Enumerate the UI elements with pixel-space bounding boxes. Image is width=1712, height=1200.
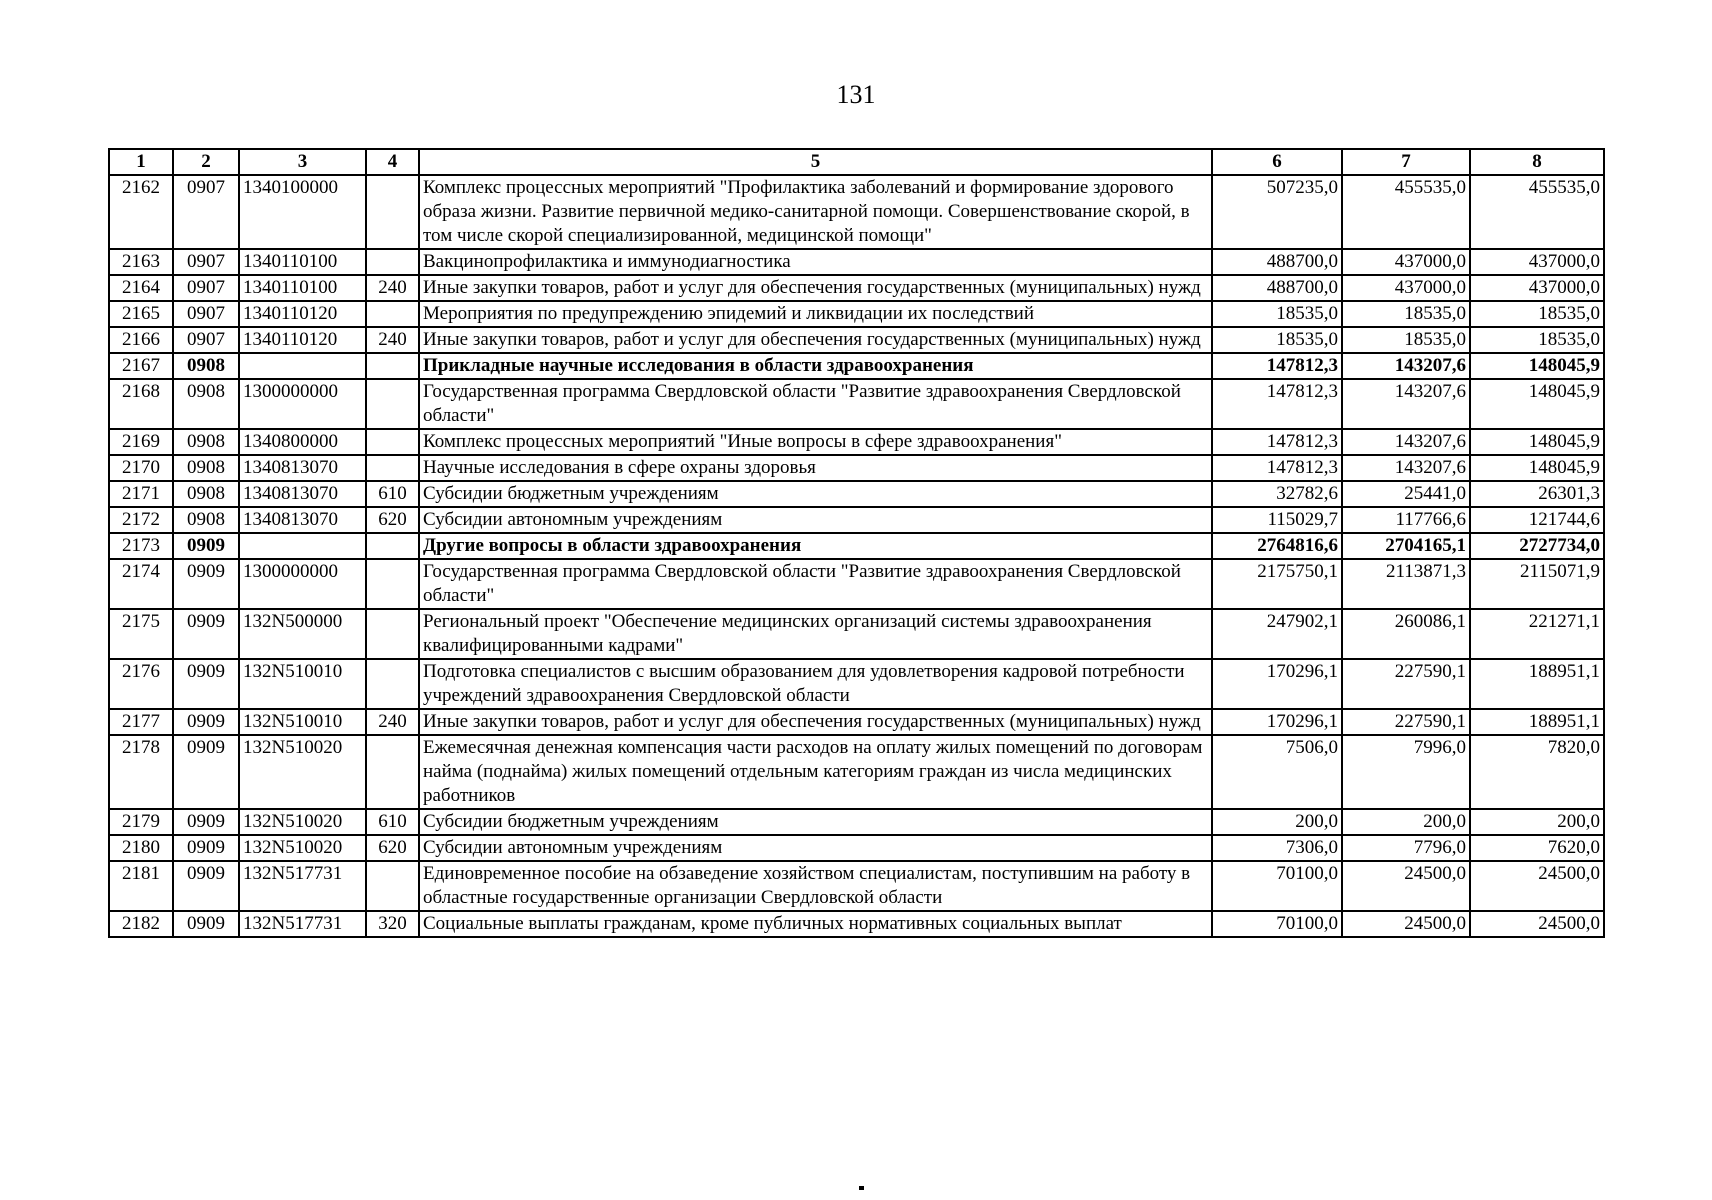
section-code: 0909	[173, 735, 239, 809]
amount-col-7: 7996,0	[1342, 735, 1470, 809]
table-row	[109, 275, 1604, 301]
amount-col-8: 455535,0	[1470, 175, 1604, 249]
expense-type-code: 620	[366, 507, 419, 533]
amount-col-7: 227590,1	[1342, 709, 1470, 735]
expense-type-code: 610	[366, 809, 419, 835]
item-name: Комплекс процессных мероприятий "Профилактика заболеваний и формирование здорового образа жизни. Развитие первичной медико-санитарной помощи. Совершенствование скорой, в том числе скорой специализированной, медицинской помощи"	[419, 175, 1212, 249]
table-row	[109, 861, 1604, 911]
amount-col-7: 437000,0	[1342, 275, 1470, 301]
header-col-2: 2	[173, 149, 239, 175]
item-name: Иные закупки товаров, работ и услуг для обеспечения государственных (муниципальных) нужд	[419, 327, 1212, 353]
table-row	[109, 609, 1604, 659]
table-row	[109, 735, 1604, 809]
table-row	[109, 455, 1604, 481]
amount-col-7: 2704165,1	[1342, 533, 1470, 559]
table-row	[109, 911, 1604, 937]
section-code: 0907	[173, 249, 239, 275]
amount-col-6: 18535,0	[1212, 327, 1342, 353]
target-article-code: 132N510020	[239, 835, 366, 861]
item-name: Научные исследования в сфере охраны здоровья	[419, 455, 1212, 481]
amount-col-7: 18535,0	[1342, 301, 1470, 327]
row-number: 2167	[109, 353, 173, 379]
section-code: 0908	[173, 429, 239, 455]
amount-col-7: 143207,6	[1342, 429, 1470, 455]
section-code: 0908	[173, 455, 239, 481]
table-row	[109, 379, 1604, 429]
expense-type-code	[366, 379, 419, 429]
budget-table	[108, 148, 1605, 938]
row-number: 2178	[109, 735, 173, 809]
amount-col-8: 18535,0	[1470, 301, 1604, 327]
expense-type-code	[366, 249, 419, 275]
amount-col-7: 260086,1	[1342, 609, 1470, 659]
row-number: 2182	[109, 911, 173, 937]
amount-col-6: 18535,0	[1212, 301, 1342, 327]
expense-type-code	[366, 609, 419, 659]
target-article-code: 1340813070	[239, 507, 366, 533]
amount-col-7: 143207,6	[1342, 455, 1470, 481]
amount-col-6: 2764816,6	[1212, 533, 1342, 559]
amount-col-6: 200,0	[1212, 809, 1342, 835]
table-row	[109, 481, 1604, 507]
table-row	[109, 353, 1604, 379]
table-row	[109, 429, 1604, 455]
amount-col-6: 147812,3	[1212, 429, 1342, 455]
amount-col-8: 200,0	[1470, 809, 1604, 835]
header-col-8: 8	[1470, 149, 1604, 175]
amount-col-6: 32782,6	[1212, 481, 1342, 507]
amount-col-6: 488700,0	[1212, 275, 1342, 301]
amount-col-7: 7796,0	[1342, 835, 1470, 861]
item-name: Государственная программа Свердловской области "Развитие здравоохранения Свердловской области"	[419, 379, 1212, 429]
section-code: 0909	[173, 861, 239, 911]
item-name: Субсидии автономным учреждениям	[419, 835, 1212, 861]
target-article-code: 1340813070	[239, 481, 366, 507]
section-code: 0907	[173, 175, 239, 249]
target-article-code: 1300000000	[239, 559, 366, 609]
item-name: Субсидии бюджетным учреждениям	[419, 809, 1212, 835]
table-body	[109, 175, 1604, 937]
header-col-6: 6	[1212, 149, 1342, 175]
page-number: 131	[836, 80, 876, 109]
header-col-3: 3	[239, 149, 366, 175]
item-name: Единовременное пособие на обзаведение хозяйством специалистам, поступившим на работу в областные государственные организации Свердловской области	[419, 861, 1212, 911]
expense-type-code	[366, 533, 419, 559]
item-name: Ежемесячная денежная компенсация части расходов на оплату жилых помещений по договорам найма (поднайма) жилых помещений отдельным категориям граждан из числа медицинских работников	[419, 735, 1212, 809]
expense-type-code	[366, 455, 419, 481]
amount-col-8: 148045,9	[1470, 379, 1604, 429]
item-name: Комплекс процессных мероприятий "Иные вопросы в сфере здравоохранения"	[419, 429, 1212, 455]
row-number: 2175	[109, 609, 173, 659]
amount-col-8: 24500,0	[1470, 911, 1604, 937]
row-number: 2164	[109, 275, 173, 301]
amount-col-6: 7306,0	[1212, 835, 1342, 861]
table-row	[109, 507, 1604, 533]
expense-type-code: 320	[366, 911, 419, 937]
amount-col-6: 7506,0	[1212, 735, 1342, 809]
target-article-code	[239, 353, 366, 379]
item-name: Иные закупки товаров, работ и услуг для обеспечения государственных (муниципальных) нужд	[419, 709, 1212, 735]
amount-col-6: 247902,1	[1212, 609, 1342, 659]
header-col-5: 5	[419, 149, 1212, 175]
row-number: 2162	[109, 175, 173, 249]
amount-col-7: 227590,1	[1342, 659, 1470, 709]
target-article-code: 132N517731	[239, 911, 366, 937]
target-article-code	[239, 533, 366, 559]
row-number: 2181	[109, 861, 173, 911]
target-article-code: 1340100000	[239, 175, 366, 249]
item-name: Субсидии автономным учреждениям	[419, 507, 1212, 533]
amount-col-8: 7820,0	[1470, 735, 1604, 809]
item-name: Подготовка специалистов с высшим образованием для удовлетворения кадровой потребности учреждений здравоохранения Свердловской области	[419, 659, 1212, 709]
target-article-code: 1340813070	[239, 455, 366, 481]
row-number: 2168	[109, 379, 173, 429]
expense-type-code: 240	[366, 275, 419, 301]
section-code: 0909	[173, 659, 239, 709]
amount-col-8: 437000,0	[1470, 249, 1604, 275]
amount-col-7: 2113871,3	[1342, 559, 1470, 609]
row-number: 2163	[109, 249, 173, 275]
table-row	[109, 835, 1604, 861]
section-code: 0907	[173, 327, 239, 353]
section-code: 0908	[173, 353, 239, 379]
amount-col-6: 70100,0	[1212, 911, 1342, 937]
target-article-code: 132N500000	[239, 609, 366, 659]
expense-type-code	[366, 735, 419, 809]
amount-col-7: 143207,6	[1342, 353, 1470, 379]
table-row	[109, 659, 1604, 709]
row-number: 2169	[109, 429, 173, 455]
target-article-code: 132N510010	[239, 709, 366, 735]
target-article-code: 1340800000	[239, 429, 366, 455]
section-code: 0909	[173, 809, 239, 835]
header-col-1: 1	[109, 149, 173, 175]
amount-col-8: 437000,0	[1470, 275, 1604, 301]
amount-col-6: 2175750,1	[1212, 559, 1342, 609]
table-row	[109, 533, 1604, 559]
section-code: 0909	[173, 609, 239, 659]
row-number: 2173	[109, 533, 173, 559]
row-number: 2172	[109, 507, 173, 533]
footer-mark	[859, 1186, 864, 1190]
item-name: Государственная программа Свердловской области "Развитие здравоохранения Свердловской области"	[419, 559, 1212, 609]
section-code: 0908	[173, 507, 239, 533]
expense-type-code: 240	[366, 327, 419, 353]
section-code: 0907	[173, 275, 239, 301]
amount-col-8: 188951,1	[1470, 709, 1604, 735]
amount-col-8: 221271,1	[1470, 609, 1604, 659]
amount-col-8: 2727734,0	[1470, 533, 1604, 559]
item-name: Мероприятия по предупреждению эпидемий и ликвидации их последствий	[419, 301, 1212, 327]
amount-col-6: 170296,1	[1212, 709, 1342, 735]
amount-col-7: 24500,0	[1342, 911, 1470, 937]
item-name: Субсидии бюджетным учреждениям	[419, 481, 1212, 507]
row-number: 2180	[109, 835, 173, 861]
target-article-code: 1340110100	[239, 249, 366, 275]
amount-col-7: 18535,0	[1342, 327, 1470, 353]
item-name: Иные закупки товаров, работ и услуг для обеспечения государственных (муниципальных) нужд	[419, 275, 1212, 301]
amount-col-6: 147812,3	[1212, 455, 1342, 481]
header-row	[109, 149, 1604, 175]
expense-type-code	[366, 175, 419, 249]
table-row	[109, 249, 1604, 275]
header-col-4: 4	[366, 149, 419, 175]
expense-type-code	[366, 301, 419, 327]
amount-col-8: 188951,1	[1470, 659, 1604, 709]
amount-col-6: 70100,0	[1212, 861, 1342, 911]
row-number: 2177	[109, 709, 173, 735]
section-code: 0909	[173, 709, 239, 735]
item-name: Прикладные научные исследования в области здравоохранения	[419, 353, 1212, 379]
amount-col-7: 24500,0	[1342, 861, 1470, 911]
expense-type-code	[366, 659, 419, 709]
target-article-code: 1300000000	[239, 379, 366, 429]
item-name: Вакцинопрофилактика и иммунодиагностика	[419, 249, 1212, 275]
item-name: Региональный проект "Обеспечение медицинских организаций системы здравоохранения квалифицированными кадрами"	[419, 609, 1212, 659]
amount-col-7: 143207,6	[1342, 379, 1470, 429]
target-article-code: 132N510010	[239, 659, 366, 709]
expense-type-code: 610	[366, 481, 419, 507]
expense-type-code	[366, 429, 419, 455]
section-code: 0909	[173, 559, 239, 609]
amount-col-6: 488700,0	[1212, 249, 1342, 275]
section-code: 0909	[173, 911, 239, 937]
amount-col-8: 121744,6	[1470, 507, 1604, 533]
row-number: 2166	[109, 327, 173, 353]
target-article-code: 132N510020	[239, 735, 366, 809]
target-article-code: 132N510020	[239, 809, 366, 835]
section-code: 0909	[173, 533, 239, 559]
item-name: Другие вопросы в области здравоохранения	[419, 533, 1212, 559]
amount-col-7: 455535,0	[1342, 175, 1470, 249]
amount-col-7: 200,0	[1342, 809, 1470, 835]
amount-col-7: 25441,0	[1342, 481, 1470, 507]
amount-col-7: 117766,6	[1342, 507, 1470, 533]
row-number: 2170	[109, 455, 173, 481]
amount-col-8: 148045,9	[1470, 455, 1604, 481]
expense-type-code	[366, 353, 419, 379]
target-article-code: 1340110120	[239, 301, 366, 327]
item-name: Социальные выплаты гражданам, кроме публичных нормативных социальных выплат	[419, 911, 1212, 937]
header-col-7: 7	[1342, 149, 1470, 175]
target-article-code: 132N517731	[239, 861, 366, 911]
row-number: 2179	[109, 809, 173, 835]
amount-col-6: 170296,1	[1212, 659, 1342, 709]
amount-col-8: 2115071,9	[1470, 559, 1604, 609]
table-row	[109, 175, 1604, 249]
expense-type-code: 240	[366, 709, 419, 735]
amount-col-8: 7620,0	[1470, 835, 1604, 861]
row-number: 2171	[109, 481, 173, 507]
expense-type-code	[366, 559, 419, 609]
section-code: 0908	[173, 379, 239, 429]
amount-col-8: 148045,9	[1470, 429, 1604, 455]
section-code: 0909	[173, 835, 239, 861]
amount-col-8: 148045,9	[1470, 353, 1604, 379]
amount-col-6: 147812,3	[1212, 353, 1342, 379]
amount-col-8: 26301,3	[1470, 481, 1604, 507]
table-row	[109, 301, 1604, 327]
table-row	[109, 327, 1604, 353]
section-code: 0908	[173, 481, 239, 507]
table-row	[109, 809, 1604, 835]
amount-col-8: 18535,0	[1470, 327, 1604, 353]
amount-col-8: 24500,0	[1470, 861, 1604, 911]
section-code: 0907	[173, 301, 239, 327]
amount-col-6: 507235,0	[1212, 175, 1342, 249]
expense-type-code: 620	[366, 835, 419, 861]
amount-col-7: 437000,0	[1342, 249, 1470, 275]
target-article-code: 1340110100	[239, 275, 366, 301]
row-number: 2176	[109, 659, 173, 709]
amount-col-6: 115029,7	[1212, 507, 1342, 533]
row-number: 2165	[109, 301, 173, 327]
target-article-code: 1340110120	[239, 327, 366, 353]
amount-col-6: 147812,3	[1212, 379, 1342, 429]
row-number: 2174	[109, 559, 173, 609]
table-row	[109, 709, 1604, 735]
expense-type-code	[366, 861, 419, 911]
table-row	[109, 559, 1604, 609]
